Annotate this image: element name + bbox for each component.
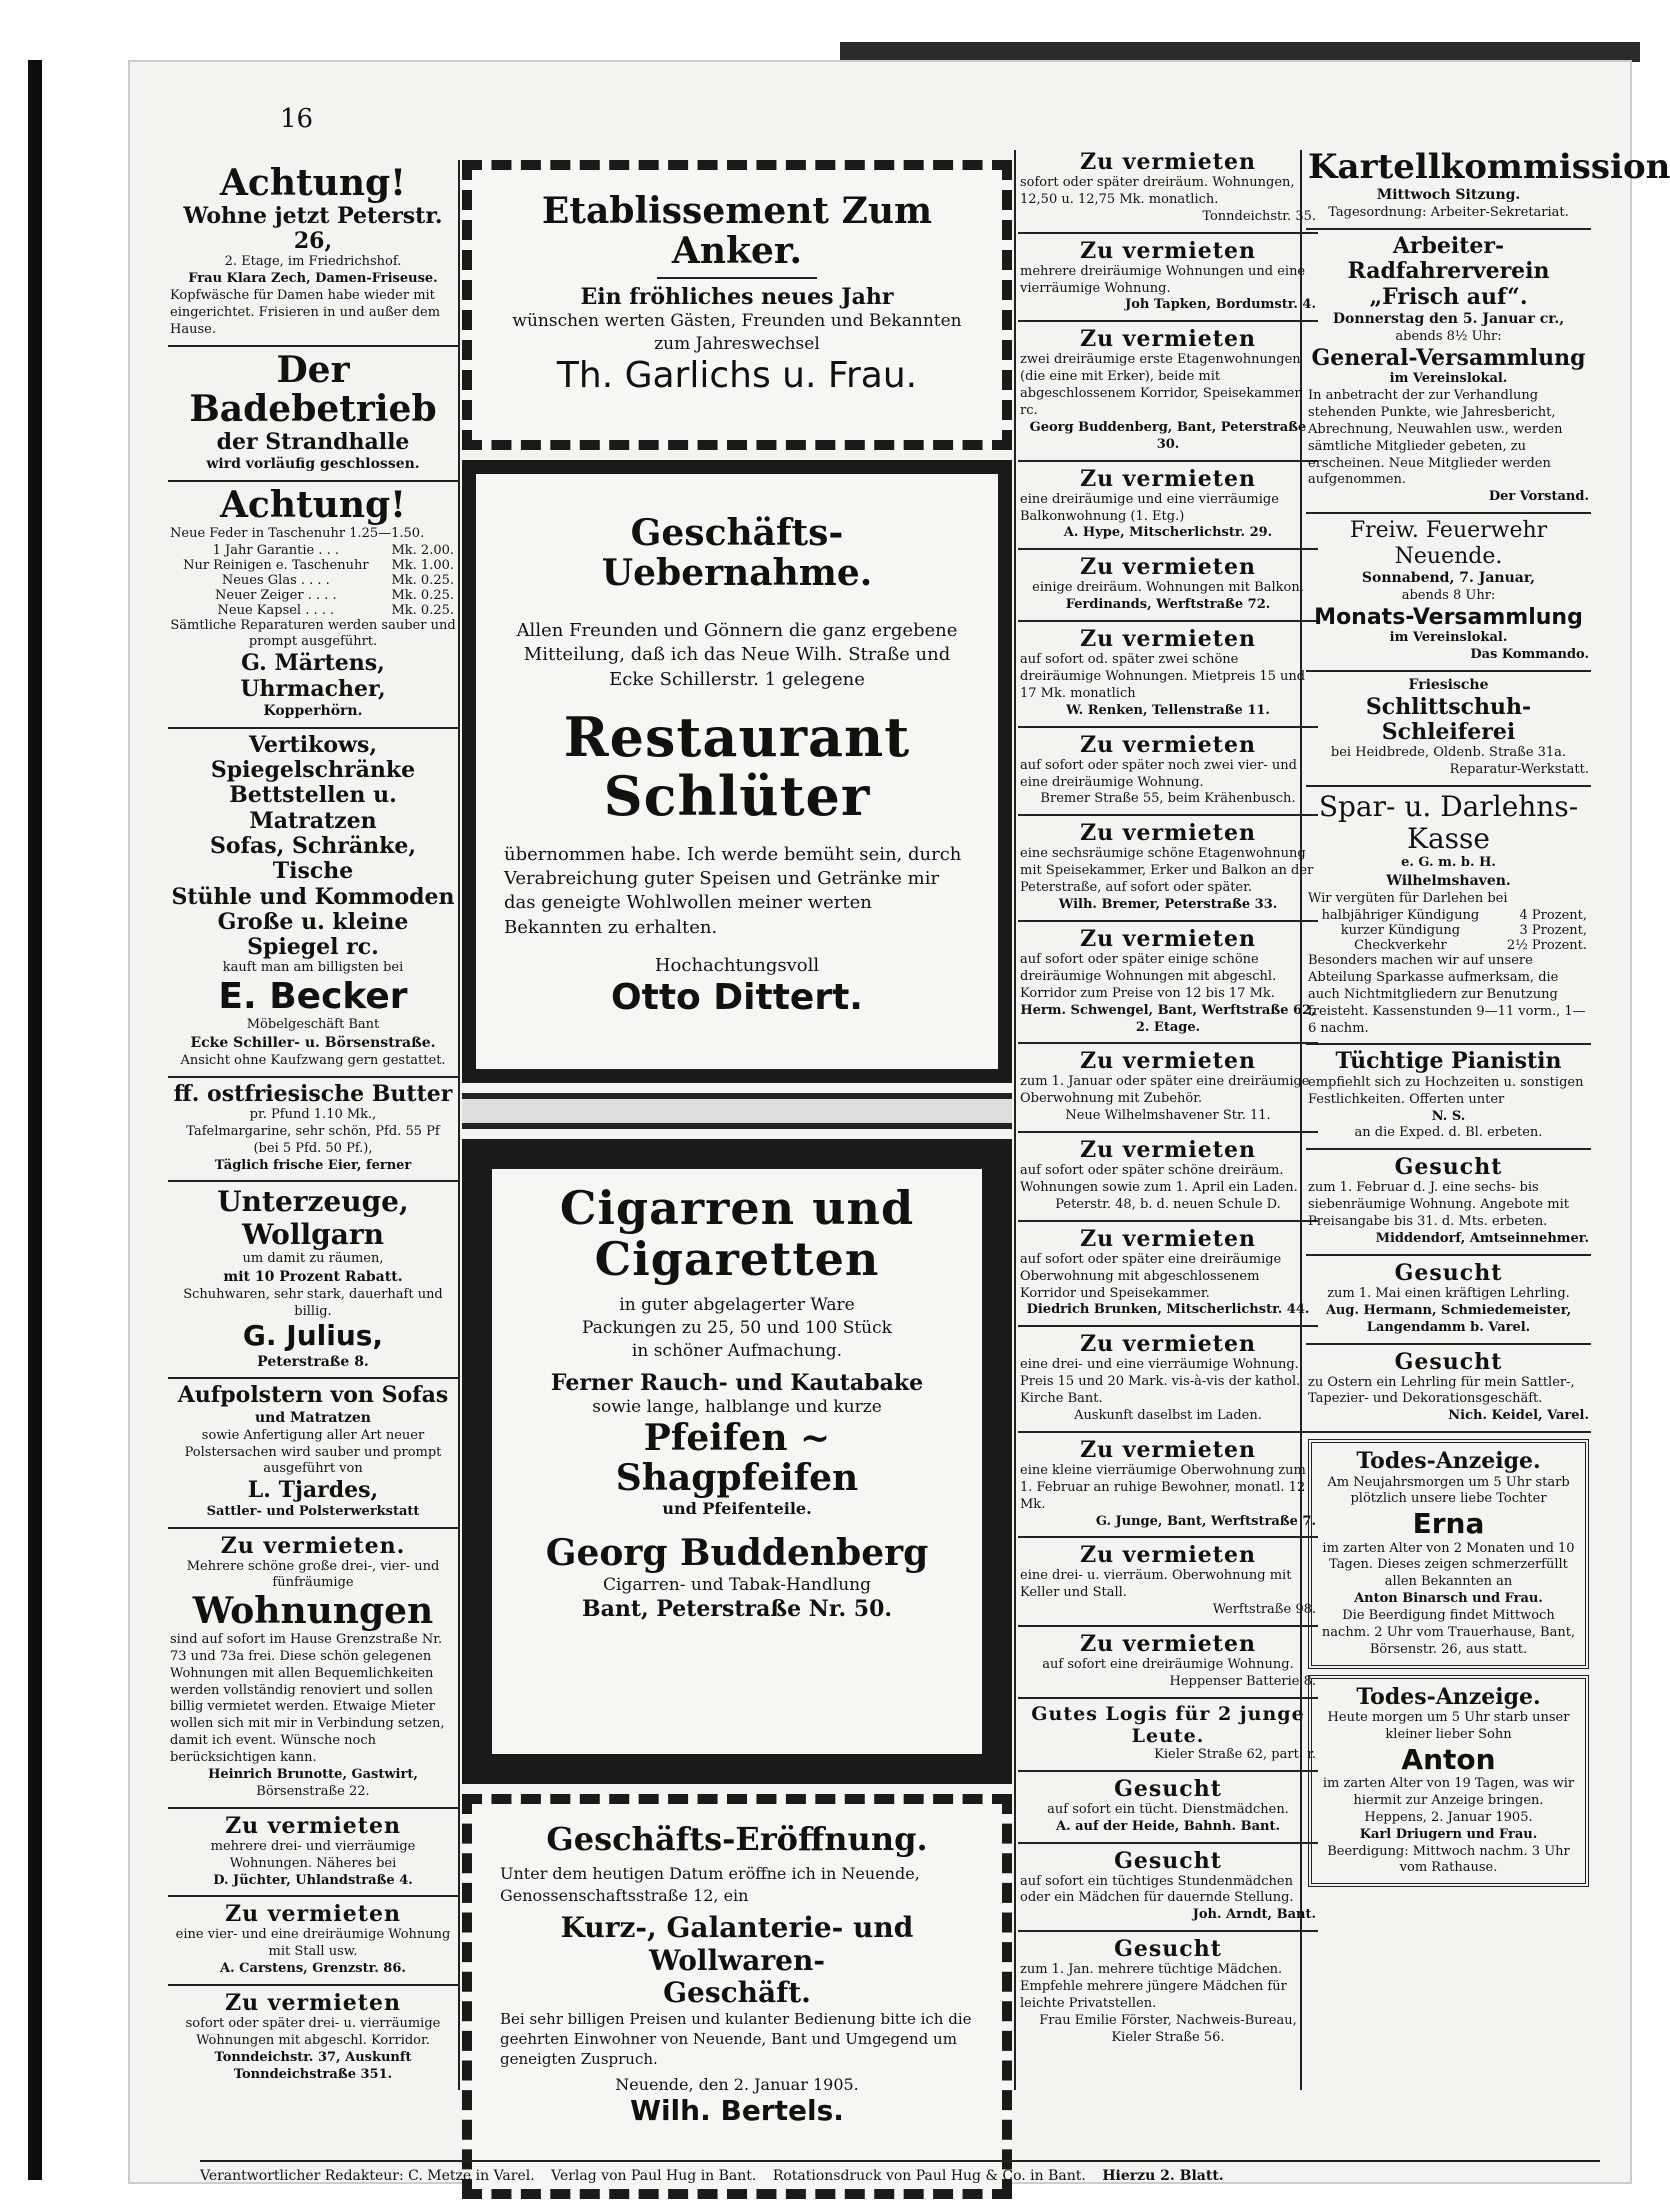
ad-line: und Matratzen — [254, 1409, 371, 1426]
ad-line: Heppens, 2. Januar 1905. — [1364, 1809, 1533, 1825]
ad-rent — [1018, 1627, 1318, 1699]
ad-title: Etablissement Zum Anker. — [541, 190, 933, 272]
ad-gesucht — [1306, 1345, 1591, 1434]
rate-row — [1308, 923, 1589, 938]
rate-table — [1308, 908, 1589, 953]
ad-sign: A. Hype, Mitscherlichstr. 29. — [1063, 525, 1273, 541]
price-value: Mk. 2.00. — [391, 542, 454, 558]
ad-sign: Kieler Straße 62, part. r. — [1154, 1746, 1316, 1762]
ad-line: Schuhwaren, sehr stark, dauerhaft und billig. — [183, 1286, 443, 1319]
ad-line: um damit zu räumen, — [242, 1250, 384, 1266]
ad-title: Cigarren und Cigaretten — [559, 1181, 915, 1286]
ad-title: Zu vermieten — [1080, 554, 1256, 581]
ad-title: Gesucht — [1394, 1259, 1503, 1286]
ad-line: Vertikows, Spiegelschränke — [210, 731, 416, 784]
ad-sign: Der Vorstand. — [1488, 489, 1589, 505]
ad-line: (bei 5 Pfd. 50 Pf.), — [253, 1140, 373, 1156]
ad-sign: Aug. Hermann, Schmiedemeister, Langendamm b. Varel. — [1325, 1302, 1572, 1335]
ad-title: Zu vermieten. — [220, 1532, 406, 1559]
ad-title: Todes-Anzeige. — [1356, 1683, 1541, 1710]
ad-name: G. Märtens, Uhrmacher, — [240, 650, 386, 702]
ad-line: zwei dreiräumige erste Etagenwohnungen (die eine mit Erker), beide mit abgeschlossenem Korridor, Speisekammer rc. — [1020, 352, 1301, 419]
ad-headline: Kurz-, Galanterie- und Wollwaren- — [560, 1911, 914, 1977]
ad-rent — [1018, 145, 1318, 234]
ad-kartell — [1306, 145, 1670, 230]
ad-line: eine vier- und eine dreiräumige Wohnung mit Stall usw. — [175, 1927, 451, 1960]
ad-line: eine drei- und eine vierräumige Wohnung. Preis 15 und 20 Mark. vis-à-vis der kathol. Kirche Bant. — [1020, 1357, 1301, 1407]
ad-title: Zu vermieten — [1080, 731, 1256, 758]
ad-headline: Restaurant Schlüter — [563, 705, 911, 829]
ad-name: Wilh. Bertels. — [630, 2094, 844, 2128]
ad-sign: Ferdinands, Werftstraße 72. — [1065, 597, 1271, 613]
ad-title: Zu vermieten — [1080, 326, 1256, 353]
rate-label: kurzer Kündigung — [1340, 923, 1461, 939]
ad-sign: Karl Driugern und Frau. — [1359, 1826, 1538, 1842]
ad-line: Heute morgen um 5 Uhr starb unser kleiner lieber Sohn — [1327, 1710, 1570, 1742]
ad-line: zum 1. Mai einen kräftigen Lehrling. — [1327, 1285, 1570, 1301]
ad-rent — [1018, 622, 1318, 728]
ad-title: Zu vermieten — [1080, 925, 1256, 952]
ad-sign: Herm. Schwengel, Bant, Werftstraße 62, 2. Etage. — [1020, 1002, 1316, 1035]
ad-title: Friesische — [1408, 676, 1489, 693]
ad-line: Frau Klara Zech, Damen-Friseuse. — [188, 271, 438, 287]
ad-title: Zu vermieten — [1080, 1225, 1256, 1252]
ad-sign: Tonndeichstr. 35. — [1202, 208, 1316, 224]
ad-title: Geschäfts-Uebernahme. — [601, 512, 873, 594]
ad-title: Zu vermieten — [1080, 1436, 1256, 1463]
ad-name: Th. Garlichs u. Frau. — [556, 355, 918, 397]
ad-title: Aufpolstern von Sofas — [177, 1382, 449, 1409]
ad-line: zu Ostern ein Lehrling für mein Sattler-, Tapezier- und Dekorationsgeschäft. — [1308, 1374, 1575, 1407]
price-row — [170, 573, 456, 588]
divider-band — [462, 1093, 1012, 1129]
ad-line: sind auf sofort im Hause Grenzstraße Nr. 73 und 73a frei. Diese schön gelegenen Wohnungen mit allen Bequemlichkeiten werden vollständig renoviert und sollen billig vermietet werden. Etwaige Mieter wollen sich mit mir in Verbindung setzen, damit ich event. Wünsche noch berücksichtigen kann. — [170, 1631, 445, 1766]
ad-sign: Werftstraße 98. — [1212, 1602, 1316, 1618]
ad-line: abends 8 Uhr: — [1401, 587, 1496, 603]
ad-sign: Joh Tapken, Bordumstr. 4. — [1125, 297, 1316, 313]
rate-value: 3 Prozent, — [1519, 923, 1587, 939]
ad-line: wünschen werten Gästen, Freunden und Bekannten — [512, 311, 962, 332]
ad-line: In anbetracht der zur Verhandlung stehenden Punkte, wie Jahresbericht, Abrechnung, Neuwahlen usw., werden sämtliche Mitglieder gebeten, zu erscheinen. Neue Mitglieder werden aufgenommen. — [1308, 388, 1563, 488]
ad-headline: Schlittschuh-Schleiferei — [1365, 693, 1532, 745]
ad-title: Zu vermieten — [1080, 1331, 1256, 1358]
ad-line: Allen Freunden und Gönnern die ganz ergebene Mitteilung, daß ich das Neue Wilh. Straße und Ecke Schillerstr. 1 gelegene — [516, 620, 958, 690]
ad-sign: Bremer Straße 55, beim Krähenbusch. — [1040, 791, 1296, 807]
ad-line: mehrere drei- und vierräumige Wohnungen. Näheres bei — [210, 1838, 416, 1871]
ad-title: Gesucht — [1394, 1348, 1503, 1375]
ad-title: Gutes Logis für 2 junge Leute. — [1031, 1702, 1305, 1747]
ad-rent — [1018, 1044, 1318, 1133]
ad-sign: Nich. Keidel, Varel. — [1448, 1408, 1589, 1424]
ad-line: pr. Pfund 1.10 Mk., — [249, 1106, 377, 1122]
ad-line: im zarten Alter von 19 Tagen, was wir hiermit zur Anzeige bringen. — [1322, 1776, 1575, 1808]
imprint-printer: Rotationsdruck von Paul Hug & Co. in Bant. — [772, 2168, 1086, 2184]
ad-gesucht — [1306, 1256, 1591, 1345]
ad-headline: Wohnungen — [192, 1590, 434, 1633]
ad-line: Cigarren- und Tabak-Handlung — [603, 1574, 871, 1595]
price-label: Neue Kapsel . . . . — [217, 602, 335, 618]
ad-line: in guter abgelagerter Ware — [619, 1295, 855, 1316]
ad-line: zum 1. Jan. mehrere tüchtige Mädchen. Empfehle mehrere jüngere Mädchen für leichte Privatstellen. — [1020, 1962, 1287, 2011]
ad-sign: Peterstr. 48, b. d. neuen Schule D. — [1055, 1196, 1281, 1212]
ad-feuerwehr — [1306, 514, 1591, 671]
rate-value: 4 Prozent, — [1519, 908, 1587, 924]
price-label: Nur Reinigen e. Taschenuhr — [183, 557, 369, 573]
ad-rent — [1018, 1222, 1318, 1328]
ad-juechter — [168, 1809, 458, 1898]
ad-todesanzeige-erna — [1308, 1439, 1589, 1669]
ad-title: Zu vermieten — [1080, 1542, 1256, 1569]
ad-title: Gesucht — [1114, 1936, 1222, 1963]
ad-sign: Wilh. Bremer, Peterstraße 33. — [1058, 897, 1278, 913]
ad-line: abends 8½ Uhr: — [1395, 328, 1502, 344]
ad-headline: General-Versammlung — [1311, 344, 1586, 371]
ad-julius — [168, 1182, 458, 1379]
ad-title: Achtung! — [220, 162, 406, 204]
imprint-publisher: Verlag von Paul Hug in Bant. — [551, 2168, 757, 2184]
ad-line: auf sofort eine dreiräumige Wohnung. — [1042, 1657, 1294, 1673]
ad-name: E. Becker — [218, 976, 408, 1018]
rate-value: 2½ Prozent. — [1506, 938, 1587, 954]
ad-line: Börsenstraße 22. — [256, 1783, 370, 1799]
ad-line: Hochachtungsvoll — [654, 955, 820, 977]
ad-title: Zu vermieten — [1080, 237, 1256, 264]
ad-becker — [168, 729, 458, 1078]
ad-gesucht — [1018, 1772, 1318, 1844]
column-rule — [1014, 150, 1016, 2090]
ad-title: Achtung! — [220, 484, 406, 527]
price-value: Mk. 0.25. — [391, 587, 454, 603]
ad-title: Zu vermieten — [1080, 1137, 1256, 1164]
ad-line: Ecke Schiller- u. Börsenstraße. — [190, 1034, 436, 1051]
ad-line: Neuende, den 2. Januar 1905. — [615, 2074, 859, 2094]
ad-zech — [168, 160, 458, 347]
ad-sign: Das Kommando. — [1470, 646, 1589, 662]
ad-sign: Diedrich Brunken, Mitscherlichstr. 44. — [1026, 1302, 1310, 1318]
ad-line: Möbelgeschäft Bant — [246, 1016, 380, 1032]
rate-row — [1308, 938, 1589, 953]
ad-line: Sofas, Schränke, Tische — [209, 832, 416, 885]
ad-title: Zu vermieten — [225, 1990, 401, 2017]
ad-line: auf sofort ein tücht. Dienstmädchen. — [1047, 1801, 1289, 1817]
ad-sign: Neue Wilhelmshavener Str. 11. — [1065, 1108, 1271, 1124]
ad-line: Tagesordnung: Arbeiter-Sekretariat. — [1328, 205, 1569, 221]
ad-line: Bei sehr billigen Preisen und kulanter Bedienung bitte ich die geehrten Einwohner von Neuende, Bant und Umgegend um geneigten Zuspruch. — [500, 2009, 972, 2069]
ad-title: „Frisch auf“. — [1369, 283, 1528, 310]
ad-rent — [1018, 322, 1318, 461]
ad-radfahrer — [1306, 230, 1591, 514]
ad-line: Tonndeichstr. 37, Auskunft Tonndeichstraße 351. — [214, 2049, 412, 2082]
ad-line: eine dreiräumige und eine vierräumige Balkonwohnung (1. Etg.) — [1020, 491, 1279, 524]
ad-sign: Georg Buddenberg, Bant, Peterstraße 30. — [1029, 419, 1307, 452]
ad-title: Zu vermieten — [225, 1812, 401, 1839]
ad-line: Bant, Peterstraße Nr. 50. — [581, 1595, 893, 1622]
ad-line: Besonders machen wir auf unsere Abteilung Sparkasse aufmerksam, die auch Nichtmitgliedern zur Benutzung freisteht. Kassenstunden 9—11 vorm., 1—6 nachm. — [1308, 953, 1586, 1036]
ad-headline: Monats-Versammlung — [1314, 604, 1583, 630]
ad-name: D. Jüchter, Uhlandstraße 4. — [213, 1872, 413, 1888]
ad-sign: Joh. Arndt, Bant. — [1192, 1907, 1316, 1923]
ad-title: Zu vermieten — [225, 1901, 401, 1928]
ad-line: Unter dem heutigen Datum eröffne ich in Neuende, Genossenschaftsstraße 12, ein — [500, 1864, 920, 1905]
ad-name: A. Carstens, Grenzstr. 86. — [220, 1961, 406, 1977]
ad-line: empfiehlt sich zu Hochzeiten u. sonstigen Festlichkeiten. Offerten unter — [1308, 1074, 1584, 1107]
price-row — [170, 558, 456, 573]
ad-brunotte — [168, 1529, 458, 1809]
ad-line: an die Exped. d. Bl. erbeten. — [1354, 1125, 1543, 1141]
ad-name: Georg Buddenberg — [545, 1532, 929, 1575]
ad-line: eine drei- u. vierräum. Oberwohnung mit Keller und Stall. — [1020, 1568, 1292, 1601]
price-row — [170, 603, 456, 618]
ad-line: sofort oder später dreiräum. Wohnungen, 12,50 u. 12,75 Mk. monatlich. — [1020, 175, 1295, 207]
ad-line: Packungen zu 25, 50 und 100 Stück — [582, 1318, 892, 1339]
ad-line: Kopperhörn. — [263, 702, 363, 719]
ad-line: Am Neujahrsmorgen um 5 Uhr starb plötzlich unsere liebe Tochter — [1327, 1474, 1570, 1507]
ad-line: N. S. — [1431, 1108, 1466, 1124]
ad-schleiferei — [1306, 672, 1591, 787]
ad-title: Zu vermieten — [1080, 149, 1256, 175]
column-1 — [168, 160, 458, 2090]
ad-anker — [462, 160, 1012, 450]
ad-sign: W. Renken, Tellenstraße 11. — [1066, 702, 1270, 718]
ad-sign: Anton Binarsch und Frau. — [1354, 1591, 1543, 1607]
ad-line: kauft man am billigsten bei — [222, 960, 404, 976]
imprint-footer — [200, 2160, 1600, 2184]
ad-pianistin — [1306, 1045, 1591, 1150]
ad-title: Zu vermieten — [1080, 465, 1256, 492]
ad-line: im Vereinslokal. — [1389, 629, 1508, 645]
ad-logis — [1018, 1699, 1318, 1772]
ad-line: übernommen habe. Ich werde bemüht sein, durch Verabreichung guter Speisen und Getränke mir das geneigte Wohlwollen meiner werten Bekannten zu erhalten. — [504, 843, 962, 938]
ad-line: 2. Etage, im Friedrichshof. — [224, 254, 402, 270]
ad-sign: Heppenser Batterie 8. — [1169, 1673, 1316, 1689]
price-row — [170, 588, 456, 603]
price-value: Mk. 0.25. — [391, 602, 454, 618]
ad-line: Ein fröhliches neues Jahr — [580, 284, 894, 311]
ad-badebetrieb — [168, 347, 458, 482]
column-3 — [1018, 145, 1318, 2053]
ad-line: Neue Feder in Taschenuhr 1.25—1.50. — [170, 525, 425, 541]
column-2 — [462, 160, 1012, 2209]
ad-title: Arbeiter-Radfahrerverein — [1347, 233, 1550, 285]
scan-edge-top — [840, 42, 1640, 62]
ad-line: sofort oder später drei- u. vierräumige Wohnungen mit abgeschl. Korridor. — [185, 2016, 441, 2049]
ad-line: zum 1. Januar oder später eine dreiräumige Oberwohnung mit Zubehör. — [1020, 1074, 1310, 1107]
ad-line: im zarten Alter von 2 Monaten und 10 Tagen. Dieses zeigen schmerzerfüllt allen Bekannten an — [1322, 1540, 1575, 1590]
ad-line: Die Beerdigung findet Mittwoch nachm. 2 Uhr vom Trauerhause, Bant, Börsenstr. 26, aus statt. — [1321, 1608, 1576, 1657]
ad-title: Unterzeuge, Wollgarn — [217, 1185, 409, 1251]
ad-line: Bettstellen u. Matratzen — [229, 782, 397, 834]
ad-title: Zu vermieten — [1080, 820, 1256, 847]
ad-line: auf sofort oder später noch zwei vier- und eine dreiräumige Wohnung. — [1020, 757, 1297, 790]
ad-line: Mittwoch Sitzung. — [1376, 187, 1521, 204]
price-label: 1 Jahr Garantie . . . — [212, 542, 340, 558]
ad-gesucht — [1306, 1150, 1591, 1256]
ad-line: und Pfeifenteile. — [662, 1499, 812, 1519]
price-row — [170, 543, 456, 558]
column-rule — [458, 160, 460, 2090]
ad-rent — [1018, 922, 1318, 1044]
ad-title: Geschäfts-Eröffnung. — [546, 1820, 928, 1858]
price-value: Mk. 0.25. — [391, 572, 454, 588]
ad-sign: G. Junge, Bant, Werftstraße 7. — [1095, 1513, 1316, 1529]
ad-line: Wir vergüten für Darlehen bei — [1308, 891, 1508, 907]
ad-line: Ansicht ohne Kaufzwang gern gestattet. — [180, 1052, 446, 1068]
ad-title: Der Badebetrieb — [189, 348, 437, 431]
ad-sign: A. auf der Heide, Bahnh. Bant. — [1056, 1818, 1280, 1834]
ad-line: Reparatur-Werkstatt. — [1449, 762, 1589, 778]
ad-line: Sattler- und Polsterwerkstatt — [206, 1503, 420, 1519]
imprint-editor: Verantwortlicher Redakteur: C. Metze in Varel. — [200, 2168, 535, 2184]
ad-gesucht — [1018, 1932, 1318, 2052]
ad-butter — [168, 1078, 458, 1183]
ad-tjardes — [168, 1379, 458, 1528]
ad-line: einige dreiräum. Wohnungen mit Balkon. — [1032, 580, 1304, 596]
ad-title: Kartellkommission — [1308, 147, 1670, 187]
ad-rent — [1018, 728, 1318, 817]
ad-rent — [1018, 1327, 1318, 1433]
ad-bertels — [462, 1794, 1012, 2199]
ad-name: Otto Dittert. — [611, 977, 863, 1019]
ad-rent — [1018, 1433, 1318, 1539]
ad-sign: Middendorf, Amtseinnehmer. — [1375, 1231, 1589, 1247]
ad-title: Todes-Anzeige. — [1356, 1448, 1541, 1475]
ad-line: Mehrere schöne große drei-, vier- und fünfräumige — [186, 1558, 440, 1591]
ad-schlueter — [462, 460, 1012, 1083]
ad-title: Freiw. Feuerwehr Neuende. — [1349, 518, 1548, 569]
scan-edge-left — [28, 60, 42, 2180]
ad-maertens — [168, 482, 458, 729]
ad-title: Zu vermieten — [1080, 1631, 1256, 1658]
ad-carstens — [168, 1897, 458, 1986]
ad-sign: Auskunft daselbst im Laden. — [1074, 1407, 1262, 1423]
ad-name: Anton — [1401, 1742, 1496, 1776]
ad-headline: Pfeifen ~ Shagpfeifen — [615, 1417, 859, 1499]
rate-label: halbjähriger Kündigung — [1321, 908, 1480, 924]
ad-line: e. G. m. b. H. — [1401, 855, 1496, 871]
ad-line: Ferner Rauch- und Kautabake — [550, 1370, 924, 1396]
ad-line: Sämtliche Reparaturen werden sauber und prompt ausgeführt. — [170, 617, 456, 650]
ad-line: der Strandhalle — [216, 428, 410, 455]
ad-line: auf sofort ein tüchtiges Stundenmädchen oder ein Mädchen für dauernde Stellung. — [1020, 1873, 1294, 1906]
ad-line: Täglich frische Eier, ferner — [214, 1157, 412, 1173]
ad-name: L. Tjardes, — [247, 1477, 379, 1504]
ad-buddenberg — [462, 1139, 1012, 1784]
ad-name: G. Julius, — [242, 1319, 384, 1353]
ad-rent — [1018, 550, 1318, 622]
ad-rent — [1018, 234, 1318, 323]
ad-gesucht — [1018, 1844, 1318, 1933]
imprint-supplement: Hierzu 2. Blatt. — [1102, 2168, 1224, 2184]
ad-headline: Geschäft. — [663, 1975, 811, 2009]
ad-line: sowie Anfertigung aller Art neuer Polstersachen wird sauber und prompt ausgeführt von — [184, 1427, 442, 1477]
ad-title: Zu vermieten — [1080, 626, 1256, 653]
ad-line: Donnerstag den 5. Januar cr., — [1332, 311, 1565, 328]
column-4 — [1306, 145, 1670, 1893]
ad-line: eine kleine vierräumige Oberwohnung zum 1. Februar an ruhige Bewohner, monatl. 12 Mk. — [1020, 1462, 1306, 1512]
ad-line: auf sofort oder später schöne dreiräum. Wohnungen sowie zum 1. April ein Laden. — [1020, 1163, 1298, 1195]
ad-line: zum 1. Februar d. J. eine sechs- bis siebenräumige Wohnung. Angebote mit Preisangabe bis 31. d. Mts. erbeten. — [1308, 1180, 1569, 1230]
price-label: Neues Glas . . . . — [221, 572, 330, 588]
ad-name: Heinrich Brunotte, Gastwirt, — [208, 1767, 418, 1783]
ad-line: mit 10 Prozent Rabatt. — [223, 1268, 403, 1285]
ad-title: Gesucht — [1114, 1775, 1222, 1802]
ad-line: Beerdigung: Mittwoch nachm. 3 Uhr vom Rathause. — [1327, 1843, 1570, 1876]
ad-line: Wohne jetzt Peterstr. 26, — [183, 202, 443, 254]
ad-rent — [1018, 1538, 1318, 1627]
ad-title: Spar- u. Darlehns-Kasse — [1318, 789, 1579, 856]
ad-line: eine sechsräumige schöne Etagenwohnung mit Speisekammer, Erker und Balkon an der Peterstraße, auf sofort oder später. — [1020, 846, 1314, 896]
rate-label: Checkverkehr — [1354, 938, 1447, 954]
ad-darlehnskasse — [1306, 787, 1591, 1046]
ad-line: auf sofort oder später einige schöne dreiräumige Wohnungen mit abgeschl. Korridor zum Preise von 12 bis 17 Mk. — [1020, 951, 1277, 1001]
ad-line: Stühle und Kommoden — [171, 883, 455, 910]
ad-line: Kopfwäsche für Damen habe wieder mit eingerichtet. Frisieren in und außer dem Hause. — [170, 287, 441, 337]
ad-title: ff. ostfriesische Butter — [173, 1080, 453, 1107]
ad-line: Große u. kleine Spiegel rc. — [217, 908, 409, 961]
price-label: Neuer Zeiger . . . . — [215, 587, 337, 603]
page-number: 16 — [280, 104, 314, 134]
ad-sign: Frau Emilie Förster, Nachweis-Bureau, Kieler Straße 56. — [1039, 2012, 1297, 2045]
ad-line: Tafelmargarine, sehr schön, Pfd. 55 Pf — [186, 1123, 440, 1139]
ad-line: Sonnabend, 7. Januar, — [1361, 569, 1536, 586]
ad-title: Tüchtige Pianistin — [1335, 1048, 1562, 1075]
ad-line: zum Jahreswechsel — [654, 334, 820, 355]
price-table — [170, 543, 456, 618]
ad-rent — [1018, 462, 1318, 551]
ad-name: Erna — [1412, 1507, 1485, 1541]
ad-todesanzeige-anton — [1308, 1675, 1589, 1888]
ad-line: auf sofort oder später eine dreiräumige Oberwohnung mit abgeschlossenem Korridor und Speisekammer. — [1020, 1251, 1282, 1301]
ad-title: Gesucht — [1114, 1847, 1222, 1874]
ad-line: bei Heidbrede, Oldenb. Straße 31a. — [1330, 745, 1567, 761]
ad-line: Peterstraße 8. — [257, 1353, 369, 1370]
ad-line: mehrere dreiräumige Wohnungen und eine vierräumige Wohnung. — [1020, 263, 1306, 296]
ad-line: in schöner Aufmachung. — [631, 1341, 843, 1362]
ad-line: wird vorläufig geschlossen. — [206, 456, 420, 473]
price-value: Mk. 1.00. — [391, 557, 454, 573]
divider — [657, 277, 817, 279]
ad-title: Gesucht — [1394, 1154, 1503, 1181]
ad-line: auf sofort od. später zwei schöne dreiräumige Wohnungen. Mietpreis 15 und 17 Mk. monatlich — [1020, 652, 1306, 701]
ad-line: sowie lange, halblange und kurze — [592, 1397, 882, 1418]
ad-title: Zu vermieten — [1080, 1048, 1256, 1075]
ad-tonndeich — [168, 1986, 458, 2090]
ad-rent — [1018, 816, 1318, 922]
rate-row — [1308, 908, 1589, 923]
ad-line: Wilhelmshaven. — [1386, 873, 1511, 890]
ad-line: im Vereinslokal. — [1389, 371, 1508, 387]
ad-rent — [1018, 1133, 1318, 1222]
